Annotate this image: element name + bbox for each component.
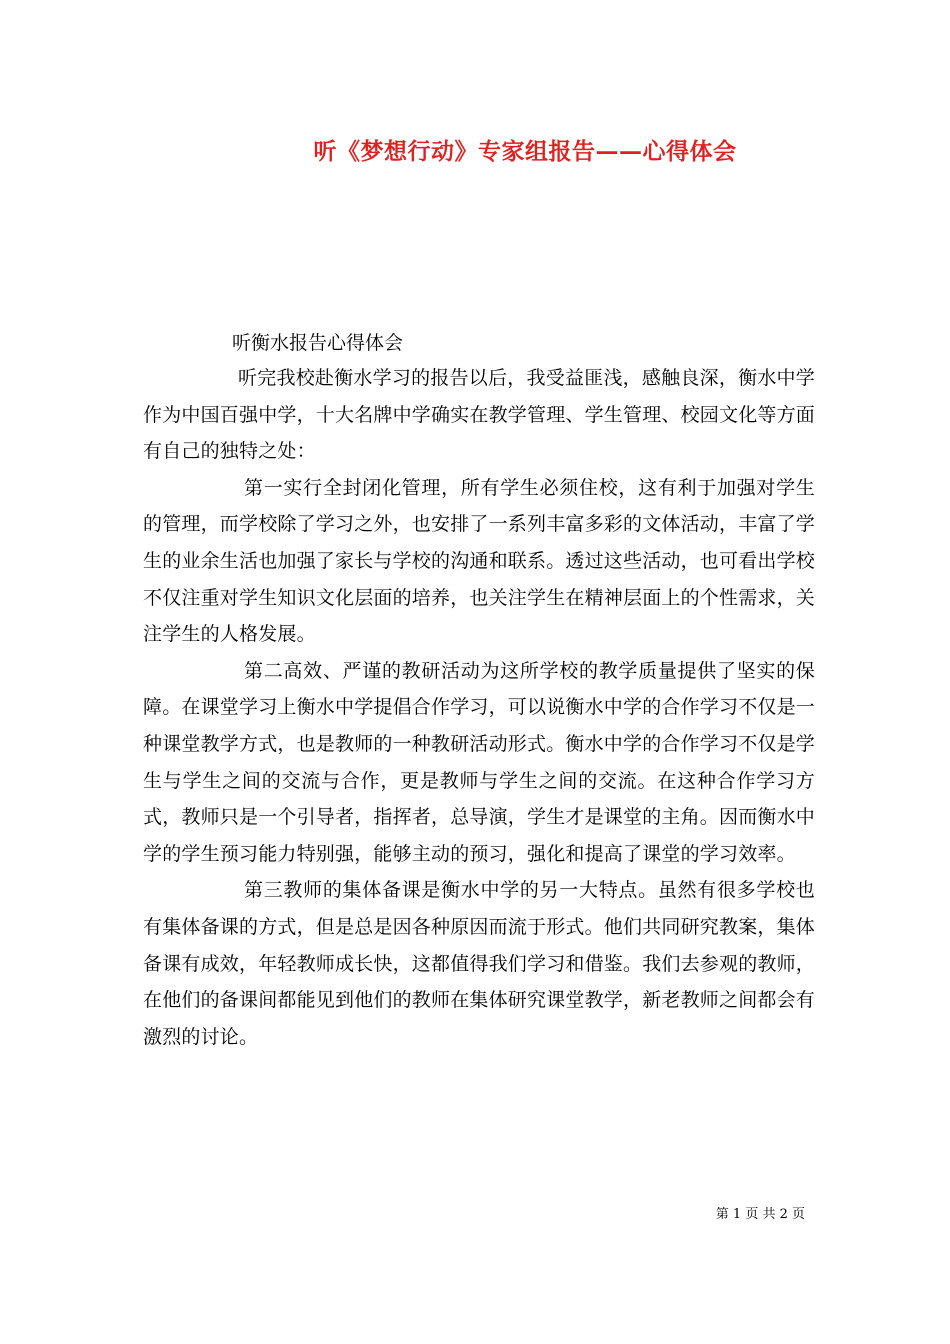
page-number-footer: 第 1 页 共 2 页 (715, 1207, 805, 1222)
paragraph-third-point: 第三教师的集体备课是衡水中学的另一大特点。虽然有很多学校也有集体备课的方式，但是总是因各种原因而流于形式。他们共同研究教案，集体备课有成效，年轻教师成长快，这都值得我们学习和借鉴。我们去参观的教师，在他们的备课间都能见到他们的教师在集体研究课堂教学，新老教师之间都会有激烈的讨论。 (143, 879, 816, 1048)
document-body (143, 360, 815, 1055)
document-title (0, 132, 950, 172)
paragraph-intro: 听完我校赴衡水学习的报告以后，我受益匪浅，感触良深，衡水中学作为中国百强中学，十大名牌中学确实在教学管理、学生管理、校园文化等方面有自己的独特之处： (143, 367, 816, 463)
paragraph-first-point: 第一实行全封闭化管理，所有学生必须住校，这有利于加强对学生的管理，而学校除了学习之外，也安排了一系列丰富多彩的文体活动，丰富了学生的业余生活也加强了家长与学校的沟通和联系。透过这些活动，也可看出学校不仅注重对学生知识文化层面的培养，也关注学生在精神层面上的个性需求，关注学生的人格发展。 (143, 476, 816, 646)
paragraph-second-point: 第二高效、严谨的教研活动为这所学校的教学质量提供了坚实的保障。在课堂学习上衡水中学提倡合作学习，可以说衡水中学的合作学习不仅是一种课堂教学方式，也是教师的一种教研活动形式。衡水中学的合作学习不仅是学生与学生之间的交流与合作，更是教师与学生之间的交流。在这种合作学习方式，教师只是一个引导者，指挥者，总导演，学生才是课堂的主角。因而衡水中学的学生预习能力特别强，能够主动的预习，强化和提高了课堂的学习效率。 (143, 659, 816, 865)
document-subtitle: 听衡水报告心得体会 (232, 332, 404, 354)
document-title-text: 听《梦想行动》专家组报告——心得体会 (313, 138, 737, 165)
